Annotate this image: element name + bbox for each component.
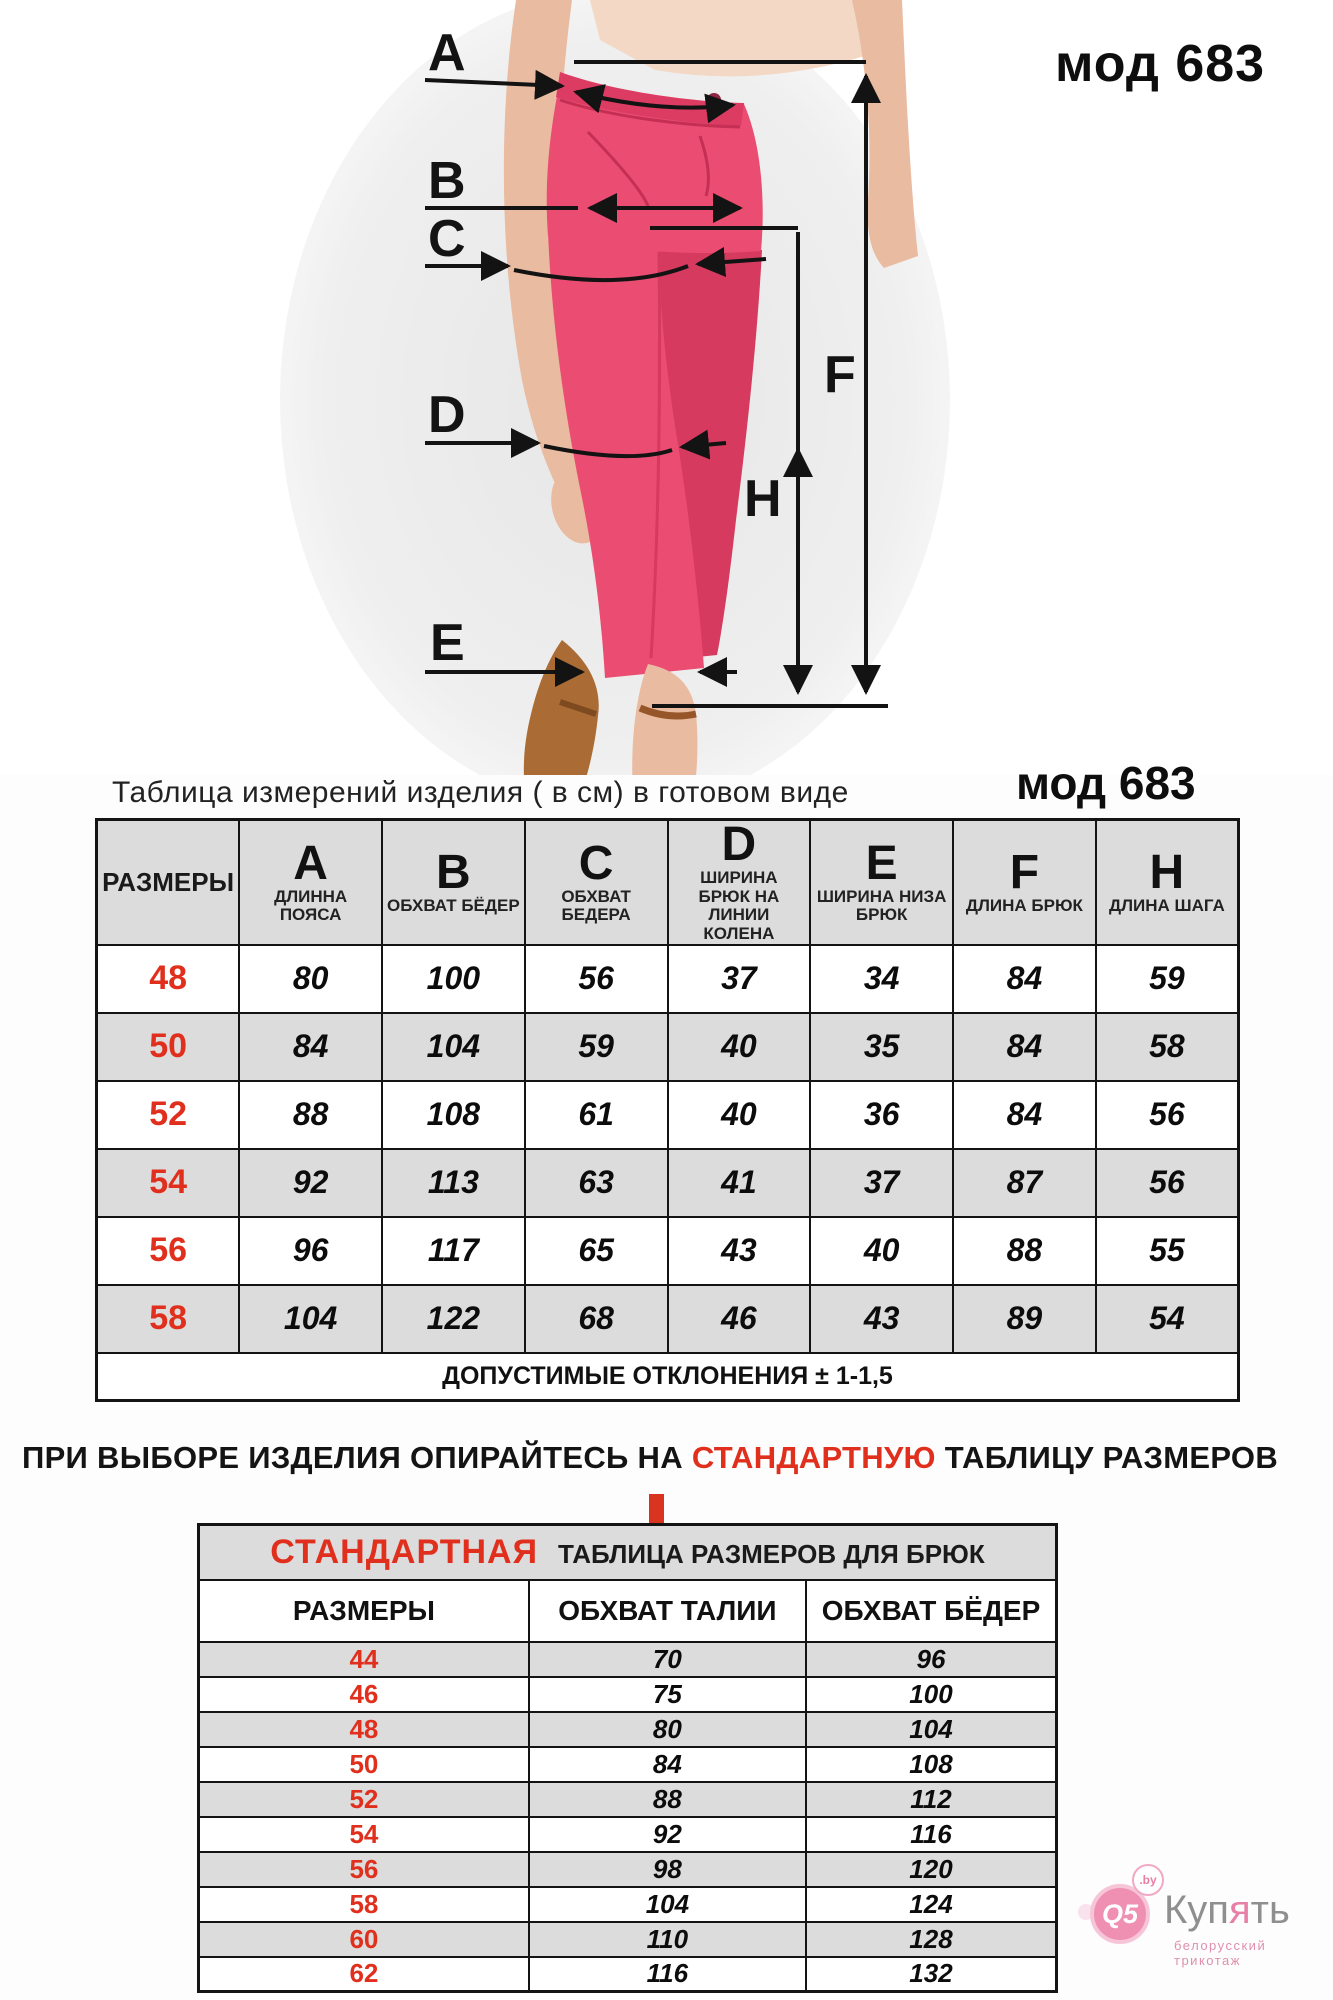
hips-cell: 104 (806, 1712, 1057, 1747)
standard-size-table (197, 1523, 1058, 1993)
table1-row-54 (97, 1149, 1239, 1217)
waist-cell: 84 (529, 1747, 806, 1782)
value-cell: 37 (668, 945, 811, 1013)
advice-suffix: ТАБЛИЦУ РАЗМЕРОВ (935, 1440, 1279, 1475)
measure-label-c: C (428, 210, 466, 268)
table2-row-52 (199, 1782, 1057, 1817)
table1-col-A (239, 820, 382, 945)
value-cell: 89 (953, 1285, 1096, 1353)
table2-row-44 (199, 1642, 1057, 1677)
measure-label-h: H (744, 470, 782, 528)
size-cell: 54 (97, 1149, 240, 1217)
value-cell: 80 (239, 945, 382, 1013)
table2-row-50 (199, 1747, 1057, 1782)
value-cell: 56 (525, 945, 668, 1013)
model-number-table1: мод 683 (1016, 757, 1196, 809)
table2-col-0: РАЗМЕРЫ (199, 1580, 529, 1642)
table1-row-48 (97, 945, 1239, 1013)
value-cell: 92 (239, 1149, 382, 1217)
logo-q5-text: Q5 (1101, 1898, 1139, 1929)
waist-cell: 110 (529, 1922, 806, 1957)
value-cell: 104 (239, 1285, 382, 1353)
value-cell: 40 (668, 1013, 811, 1081)
table1-row-58 (97, 1285, 1239, 1353)
value-cell: 43 (810, 1285, 953, 1353)
logo-tagline: белорусский трикотаж (1174, 1938, 1267, 1968)
size-cell: 44 (199, 1642, 529, 1677)
logo-by-bubble: .by (1132, 1864, 1164, 1896)
size-cell: 58 (199, 1887, 529, 1922)
size-cell: 48 (199, 1712, 529, 1747)
value-cell: 113 (382, 1149, 525, 1217)
hips-cell: 100 (806, 1677, 1057, 1712)
value-cell: 40 (668, 1081, 811, 1149)
column-letter: E (865, 836, 898, 890)
size-cell: 58 (97, 1285, 240, 1353)
size-cell: 54 (199, 1817, 529, 1852)
tolerance-note: ДОПУСТИМЫЕ ОТКЛОНЕНИЯ ± 1-1,5 (97, 1353, 1239, 1401)
table1-col-D (668, 820, 811, 945)
column-description: ШИРИНА БРЮК НА ЛИНИИ КОЛЕНА (698, 868, 780, 944)
logo-name-part-pink: я (1228, 1888, 1251, 1932)
value-cell: 55 (1096, 1217, 1239, 1285)
value-cell: 34 (810, 945, 953, 1013)
standard-table-title-rest: ТАБЛИЦА РАЗМЕРОВ ДЛЯ БРЮК (558, 1538, 985, 1569)
value-cell: 68 (525, 1285, 668, 1353)
shop-logo (1078, 1858, 1330, 1988)
value-cell: 36 (810, 1081, 953, 1149)
table1-header-row (97, 820, 1239, 945)
waist-cell: 80 (529, 1712, 806, 1747)
table2-col-1: ОБХВАТ ТАЛИИ (529, 1580, 806, 1642)
pants-illustration (0, 0, 1333, 775)
logo-shop-name (1164, 1888, 1290, 1933)
value-cell: 96 (239, 1217, 382, 1285)
column-description: ОБХВАТ БЕДЕРА (561, 886, 631, 925)
table2-row-48 (199, 1712, 1057, 1747)
table2-row-54 (199, 1817, 1057, 1852)
waist-cell: 88 (529, 1782, 806, 1817)
column-description: ДЛИНА БРЮК (965, 896, 1083, 916)
table2-row-62 (199, 1957, 1057, 1992)
size-cell: 50 (199, 1747, 529, 1782)
value-cell: 35 (810, 1013, 953, 1081)
value-cell: 41 (668, 1149, 811, 1217)
hips-cell: 96 (806, 1642, 1057, 1677)
value-cell: 84 (953, 1081, 1096, 1149)
table1-row-52 (97, 1081, 1239, 1149)
value-cell: 108 (382, 1081, 525, 1149)
value-cell: 37 (810, 1149, 953, 1217)
table2-row-56 (199, 1852, 1057, 1887)
column-description: ДЛИННА ПОЯСА (274, 886, 348, 925)
table1-title: Таблица измерений изделия ( в см) в готовом виде (112, 776, 849, 809)
column-letter: H (1149, 846, 1185, 900)
value-cell: 63 (525, 1149, 668, 1217)
column-description: ШИРИНА НИЗА БРЮК (816, 886, 947, 925)
column-letter: D (721, 818, 757, 871)
advice-highlight: СТАНДАРТНУЮ (691, 1440, 936, 1475)
table1-col-F (953, 820, 1096, 945)
measure-label-f: F (824, 346, 856, 404)
hips-cell: 108 (806, 1747, 1057, 1782)
column-letter: B (436, 846, 471, 900)
hips-cell: 132 (806, 1957, 1057, 1992)
value-cell: 59 (1096, 945, 1239, 1013)
table2-row-58 (199, 1887, 1057, 1922)
value-cell: 87 (953, 1149, 1096, 1217)
value-cell: 61 (525, 1081, 668, 1149)
value-cell: 117 (382, 1217, 525, 1285)
size-cell: 56 (97, 1217, 240, 1285)
table1-size-header: РАЗМЕРЫ (97, 820, 240, 945)
hips-cell: 116 (806, 1817, 1057, 1852)
table1-footer-row (97, 1353, 1239, 1401)
size-cell: 60 (199, 1922, 529, 1957)
waist-cell: 75 (529, 1677, 806, 1712)
hips-cell: 128 (806, 1922, 1057, 1957)
measure-label-a: A (428, 24, 466, 82)
table2-row-46 (199, 1677, 1057, 1712)
model-number-top: мод 683 (1055, 35, 1266, 93)
measurement-table (95, 818, 1240, 1402)
value-cell: 46 (668, 1285, 811, 1353)
logo-name-part: ть (1250, 1888, 1290, 1932)
size-cell: 52 (199, 1782, 529, 1817)
value-cell: 84 (239, 1013, 382, 1081)
value-cell: 84 (953, 945, 1096, 1013)
hips-cell: 124 (806, 1887, 1057, 1922)
value-cell: 56 (1096, 1149, 1239, 1217)
value-cell: 104 (382, 1013, 525, 1081)
value-cell: 88 (239, 1081, 382, 1149)
size-cell: 62 (199, 1957, 529, 1992)
table1-col-B (382, 820, 525, 945)
value-cell: 59 (525, 1013, 668, 1081)
value-cell: 56 (1096, 1081, 1239, 1149)
size-cell: 50 (97, 1013, 240, 1081)
table1-row-50 (97, 1013, 1239, 1081)
value-cell: 122 (382, 1285, 525, 1353)
table1-row-56 (97, 1217, 1239, 1285)
table2-row-60 (199, 1922, 1057, 1957)
value-cell: 84 (953, 1013, 1096, 1081)
size-cell: 52 (97, 1081, 240, 1149)
column-description: ОБХВАТ БЁДЕР (387, 896, 520, 916)
hips-cell: 120 (806, 1852, 1057, 1887)
column-description: ДЛИНА ШАГА (1109, 896, 1225, 916)
waist-cell: 92 (529, 1817, 806, 1852)
column-letter: C (578, 836, 614, 890)
value-cell: 58 (1096, 1013, 1239, 1081)
standard-table-title (199, 1525, 1057, 1580)
pants-measurement-figure (0, 0, 1333, 775)
value-cell: 88 (953, 1217, 1096, 1285)
table2-col-2: ОБХВАТ БЁДЕР (806, 1580, 1057, 1642)
advice-text (20, 1440, 1280, 1476)
waist-cell: 116 (529, 1957, 806, 1992)
size-cell: 56 (199, 1852, 529, 1887)
size-cell: 46 (199, 1677, 529, 1712)
column-letter: A (293, 836, 328, 890)
column-letter: F (1009, 846, 1040, 900)
size-cell: 48 (97, 945, 240, 1013)
measure-label-b: B (428, 152, 466, 210)
table1-col-C (525, 820, 668, 945)
waist-cell: 98 (529, 1852, 806, 1887)
value-cell: 54 (1096, 1285, 1239, 1353)
value-cell: 65 (525, 1217, 668, 1285)
measure-label-e: E (430, 614, 465, 672)
value-cell: 100 (382, 945, 525, 1013)
value-cell: 40 (810, 1217, 953, 1285)
waist-cell: 104 (529, 1887, 806, 1922)
table2-title-row (199, 1525, 1057, 1580)
table1-col-H (1096, 820, 1239, 945)
measure-label-d: D (428, 386, 466, 444)
advice-prefix: ПРИ ВЫБОРЕ ИЗДЕЛИЯ ОПИРАЙТЕСЬ НА (21, 1440, 692, 1475)
hips-cell: 112 (806, 1782, 1057, 1817)
waist-cell: 70 (529, 1642, 806, 1677)
standard-table-title-highlight: СТАНДАРТНАЯ (270, 1532, 539, 1571)
table1-col-E (810, 820, 953, 945)
logo-name-part: Куп (1164, 1888, 1229, 1932)
value-cell: 43 (668, 1217, 811, 1285)
table2-header-row (199, 1580, 1057, 1642)
